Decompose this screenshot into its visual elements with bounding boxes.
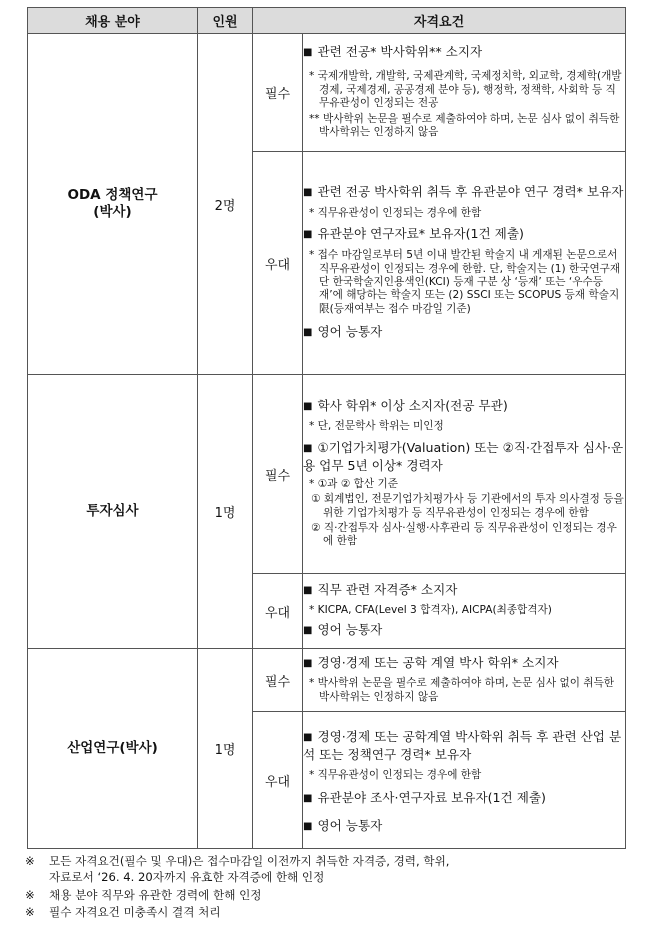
header-requirements: 자격요건 bbox=[253, 8, 626, 34]
type-preferred: 우대 bbox=[253, 152, 303, 375]
requirement-detail bbox=[303, 649, 626, 712]
headcount: 1명 bbox=[198, 649, 253, 849]
type-preferred: 우대 bbox=[253, 574, 303, 649]
bullet-item: ■ 관련 전공 박사학위 취득 후 유관분야 연구 경력* 보유자 bbox=[303, 184, 625, 202]
requirement-detail bbox=[303, 152, 626, 375]
note-item: * ①과 ② 합산 기준 bbox=[309, 477, 398, 490]
table-row bbox=[28, 649, 626, 712]
headcount: 2명 bbox=[198, 34, 253, 375]
note-item: ** 박사학위 논문을 필수로 제출하여야 하며, 논문 심사 없이 취득한 박사학위는 인정하지 않음 bbox=[309, 112, 620, 139]
note-item: ② 직·간접투자 심사·실행·사후관리 등 직무유관성이 인정되는 경우에 한함 bbox=[311, 521, 617, 548]
note-item: * 직무유관성이 인정되는 경우에 한함 bbox=[309, 768, 482, 781]
category-industry: 산업연구(박사) bbox=[28, 649, 198, 849]
requirement-detail bbox=[303, 712, 626, 849]
note-item: ① 회계법인, 전문기업가치평가사 등 기관에서의 투자 의사결정 등을 위한 기업가치평가 등 직무유관성이 인정되는 경우에 한함 bbox=[311, 493, 624, 519]
type-required: 필수 bbox=[253, 34, 303, 152]
bullet-item: ■ 영어 능통자 bbox=[303, 818, 625, 836]
headcount: 1명 bbox=[198, 375, 253, 649]
table-row bbox=[28, 375, 626, 574]
requirements-table bbox=[27, 7, 626, 849]
requirement-detail bbox=[303, 34, 626, 152]
header-field: 채용 분야 bbox=[28, 8, 198, 34]
type-preferred: 우대 bbox=[253, 712, 303, 849]
footnote: ※ 모든 자격요건(필수 및 우대)은 접수마감일 이전까지 취득한 자격증, 경력, 학위, 자료로서 ‘26. 4. 20자까지 유효한 자격증에 한해 인정 bbox=[25, 854, 450, 884]
note-item: * 단, 전문학사 학위는 미인정 bbox=[309, 420, 444, 433]
bullet-item: ■ 경영·경제 또는 공학계열 박사학위 취득 후 관련 산업 분석 또는 정책연구 경력* 보유자 bbox=[303, 729, 625, 763]
category-investment: 투자심사 bbox=[28, 375, 198, 649]
requirement-detail bbox=[303, 574, 626, 649]
bullet-item: ■ 유관분야 연구자료* 보유자(1건 제출) bbox=[303, 226, 625, 244]
note-item: * 박사학위 논문을 필수로 제출하여야 하며, 논문 심사 없이 취득한 박사학위는 인정하지 않음 bbox=[309, 677, 615, 703]
table-header-row bbox=[28, 8, 626, 34]
note-item: * 접수 마감일로부터 5년 이내 발간된 학술지 내 게재된 논문으로서 직무유관성이 인정되는 경우에 한함. 단, 학술지는 (1) 한국연구재단 한국학술지인용색인(KCI) 등재 구분 상 ‘등재’ 또는 ‘우수등재’에 해당하는 학술지 또는 (2) SSCI 또는 SCOPUS 등재 학술지 限(등재여부는 접수 마감일 기준) bbox=[309, 249, 621, 315]
table-row bbox=[28, 34, 626, 152]
footnote: ※ 채용 분야 직무와 유관한 경력에 한해 인정 bbox=[25, 888, 262, 902]
bullet-item: ■ ①기업가치평가(Valuation) 또는 ②직·간접투자 심사·운용 업무 5년 이상* 경력자 bbox=[303, 440, 625, 474]
bullet-item: ■ 경영·경제 또는 공학 계열 박사 학위* 소지자 bbox=[303, 655, 625, 673]
bullet-item: ■ 영어 능통자 bbox=[303, 324, 625, 342]
footnote: ※ 필수 자격요건 미충족시 결격 처리 bbox=[25, 905, 221, 919]
reference-mark: ※ bbox=[25, 905, 35, 919]
reference-mark: ※ bbox=[25, 888, 35, 902]
requirement-detail bbox=[303, 375, 626, 574]
header-count: 인원 bbox=[198, 8, 253, 34]
category-oda: ODA 정책연구 (박사) bbox=[28, 34, 198, 375]
type-required: 필수 bbox=[253, 375, 303, 574]
bullet-item: ■ 유관분야 조사·연구자료 보유자(1건 제출) bbox=[303, 790, 625, 808]
bullet-item: ■ 관련 전공* 박사학위** 소지자 bbox=[303, 44, 625, 62]
note-item: * 국제개발학, 개발학, 국제관계학, 국제정치학, 외교학, 경제학(개발경제, 국제경제, 공공경제 분야 등), 행정학, 정책학, 사회학 등 직무유관성이 인정되는 전공 bbox=[309, 70, 622, 110]
note-item: * KICPA, CFA(Level 3 합격자), AICPA(최종합격자) bbox=[309, 603, 552, 616]
reference-mark: ※ bbox=[25, 854, 35, 868]
bullet-item: ■ 영어 능통자 bbox=[303, 622, 625, 640]
note-item: * 직무유관성이 인정되는 경우에 한함 bbox=[309, 206, 482, 219]
bullet-item: ■ 직무 관련 자격증* 소지자 bbox=[303, 582, 625, 600]
type-required: 필수 bbox=[253, 649, 303, 712]
bullet-item: ■ 학사 학위* 이상 소지자(전공 무관) bbox=[303, 398, 625, 416]
